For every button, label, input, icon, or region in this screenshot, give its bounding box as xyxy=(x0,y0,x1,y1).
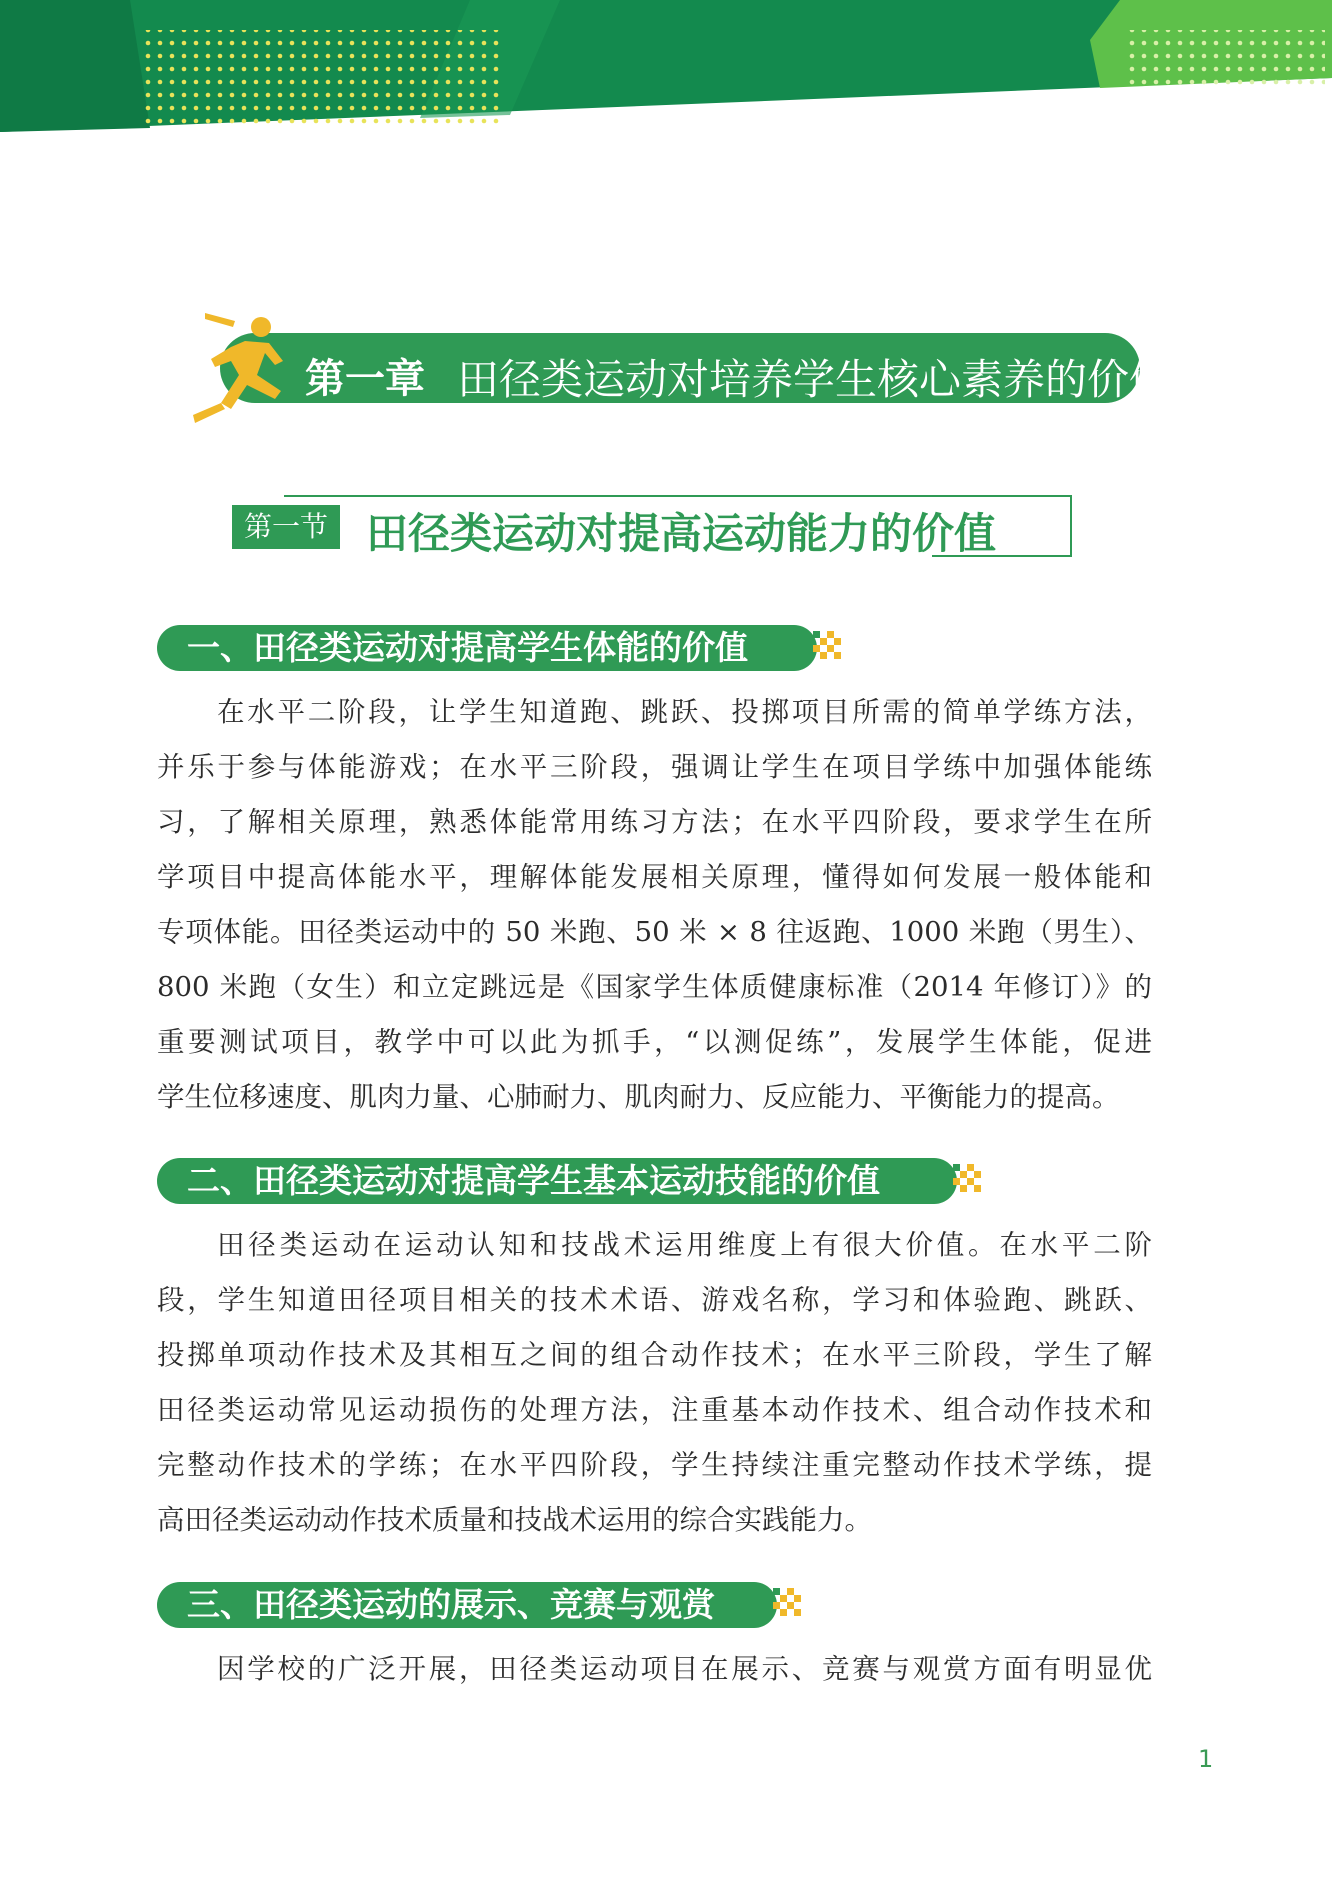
header-banner xyxy=(0,0,1332,140)
subheading-1: 一、田径类运动对提高学生体能的价值 xyxy=(157,625,817,671)
page-number: 1 xyxy=(1198,1745,1214,1773)
section-header xyxy=(232,495,1072,560)
section-title: 田径类运动对提高运动能力的价值 xyxy=(366,509,997,558)
paragraph-line: 学项目中提高体能水平，理解体能发展相关原理，懂得如何发展一般体能和 xyxy=(157,861,1152,893)
paragraph-line: 在水平二阶段，让学生知道跑、跳跃、投掷项目所需的简单学练方法， xyxy=(217,696,1152,728)
section-tag: 第一节 xyxy=(232,505,340,549)
runner-icon xyxy=(165,305,315,425)
chapter-number: 第一章 xyxy=(305,356,425,402)
paragraph-line: 习，了解相关原理，熟悉体能常用练习方法；在水平四阶段，要求学生在所 xyxy=(157,806,1152,838)
paragraph-line: 高田径类运动动作技术质量和技战术运用的综合实践能力。 xyxy=(157,1504,872,1536)
paragraph-line: 田径类运动常见运动损伤的处理方法，注重基本动作技术、组合动作技术和 xyxy=(157,1394,1152,1426)
subheading-3: 三、田径类运动的展示、竞赛与观赏 xyxy=(157,1582,777,1628)
chapter-banner xyxy=(165,305,1172,425)
paragraph-line: 重要测试项目，教学中可以此为抓手，“以测促练”，发展学生体能，促进 xyxy=(157,1026,1152,1058)
subheading-2: 二、田径类运动对提高学生基本运动技能的价值 xyxy=(157,1158,957,1204)
paragraph-line: 因学校的广泛开展，田径类运动项目在展示、竞赛与观赏方面有明显优 xyxy=(217,1653,1152,1685)
paragraph-line: 学生位移速度、肌肉力量、心肺耐力、肌肉耐力、反应能力、平衡能力的提高。 xyxy=(157,1081,1120,1113)
checker-decoration xyxy=(773,1588,801,1616)
paragraph-line: 田径类运动在运动认知和技战术运用维度上有很大价值。在水平二阶 xyxy=(217,1229,1152,1261)
paragraph-line: 800 米跑（女生）和立定跳远是《国家学生体质健康标准（2014 年修订）》的 xyxy=(157,971,1152,1003)
paragraph-line: 完整动作技术的学练；在水平四阶段，学生持续注重完整动作技术学练，提 xyxy=(157,1449,1152,1481)
paragraph-line: 投掷单项动作技术及其相互之间的组合动作技术；在水平三阶段，学生了解 xyxy=(157,1339,1152,1371)
paragraph-line: 并乐于参与体能游戏；在水平三阶段，强调让学生在项目学练中加强体能练 xyxy=(157,751,1152,783)
checker-decoration xyxy=(953,1164,981,1192)
paragraph-line: 专项体能。田径类运动中的 50 米跑、50 米 × 8 往返跑、1000 米跑（男生）、 xyxy=(157,916,1152,948)
chapter-title: 田径类运动对培养学生核心素养的价值 xyxy=(457,355,1172,404)
checker-decoration xyxy=(813,631,841,659)
paragraph-line: 段，学生知道田径项目相关的技术术语、游戏名称，学习和体验跑、跳跃、 xyxy=(157,1284,1152,1316)
